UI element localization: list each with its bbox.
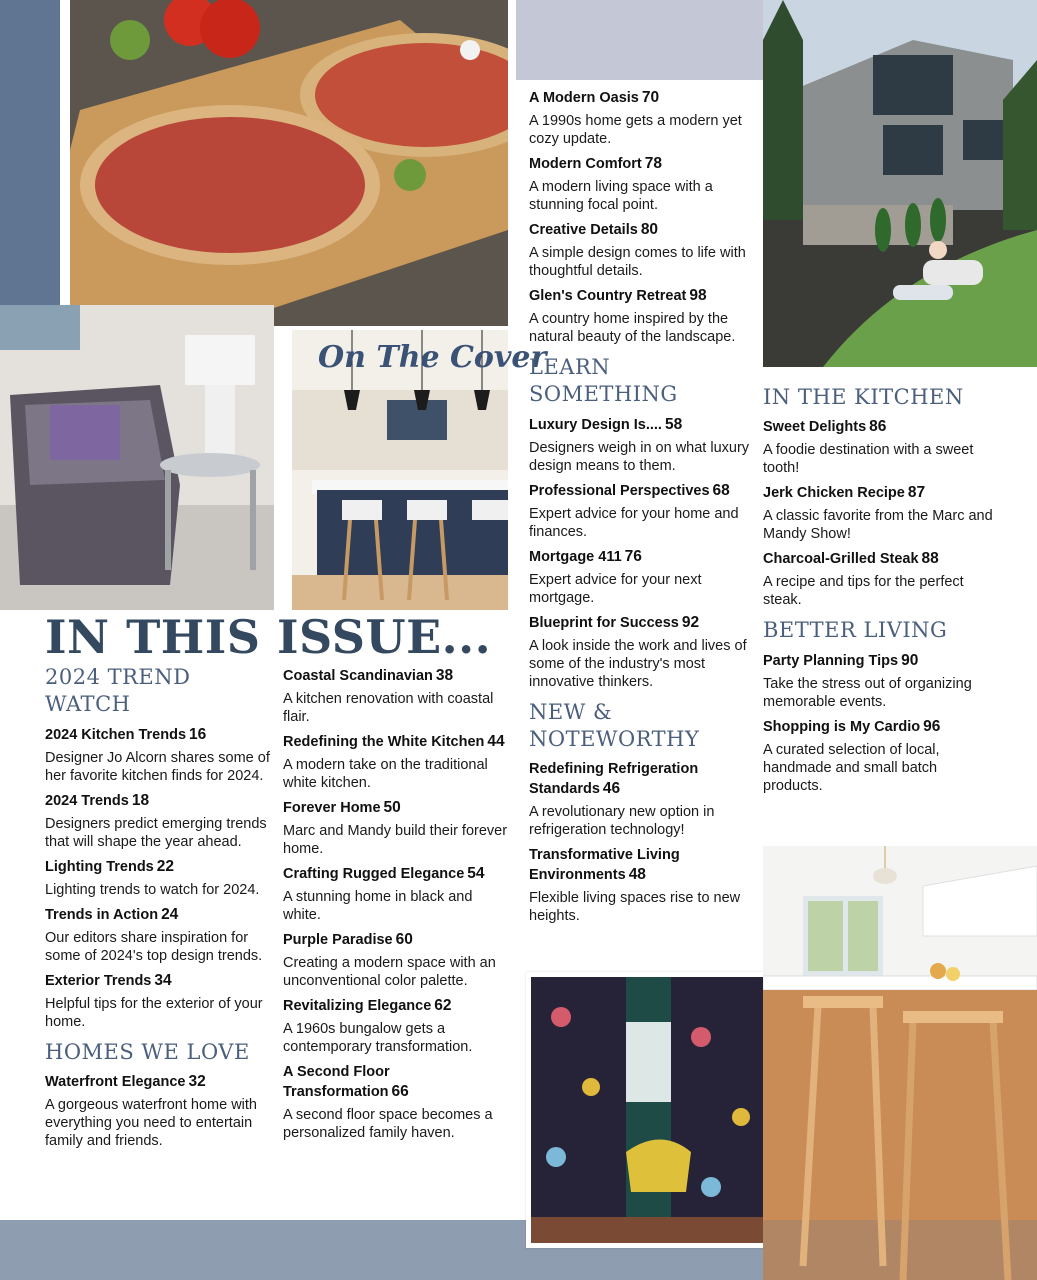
item-title: Revitalizing Elegance — [283, 998, 432, 1014]
item-desc: A modern living space with a stunning focal point. — [529, 179, 713, 213]
toc-column-2 — [283, 660, 511, 1142]
toc-section — [45, 1039, 273, 1150]
item-desc: A curated selection of local, handmade and small batch products. — [763, 741, 940, 794]
item-title: Transformative Living Environments — [529, 847, 680, 884]
item-page: 24 — [161, 905, 179, 923]
item-page: 96 — [923, 717, 941, 735]
toc-item[interactable] — [529, 613, 757, 691]
item-desc: Helpful tips for the exterior of your home. — [45, 995, 263, 1030]
toc-item[interactable] — [283, 930, 511, 990]
item-title: 2024 Trends — [45, 792, 129, 809]
item-title: A Modern Oasis — [529, 90, 639, 106]
item-title: Blueprint for Success — [529, 614, 679, 631]
item-page: 62 — [434, 997, 452, 1014]
item-desc: Expert advice for your home and finances. — [529, 505, 739, 540]
item-desc: Designers predict emerging trends that will shape the year ahead. — [45, 815, 267, 850]
section-heading: IN THE KITCHEN — [763, 385, 964, 409]
item-title: Forever Home — [283, 800, 381, 816]
toc-item[interactable] — [529, 845, 757, 925]
item-desc: Designer Jo Alcorn shares some of her favorite kitchen finds for 2024. — [45, 749, 270, 784]
item-page: 88 — [921, 550, 939, 568]
item-title: Glen's Country Retreat — [529, 288, 687, 304]
item-page: 48 — [628, 866, 646, 884]
toc-item[interactable] — [283, 996, 511, 1056]
item-page: 38 — [435, 667, 454, 684]
toc-section — [763, 617, 993, 794]
toc-item[interactable] — [529, 286, 757, 346]
toc-item[interactable] — [45, 1072, 273, 1150]
item-page: 92 — [681, 613, 700, 631]
item-desc: A look inside the work and lives of some of the industry's most innovative thinkers. — [529, 637, 747, 690]
item-desc: A kitchen renovation with coastal flair. — [283, 691, 494, 725]
item-page: 76 — [624, 547, 642, 565]
item-page: 90 — [901, 651, 919, 669]
item-desc: Creating a modern space with an unconventional color palette. — [283, 955, 496, 989]
item-desc: A simple design comes to life with thoughtful details. — [529, 245, 746, 279]
toc-item[interactable] — [763, 717, 993, 795]
item-desc: A gorgeous waterfront home with everything you need to entertain family and friends. — [45, 1096, 257, 1149]
item-page: 44 — [487, 733, 505, 750]
item-desc: A foodie destination with a sweet tooth! — [763, 442, 974, 477]
item-page: 16 — [189, 725, 207, 743]
item-desc: Marc and Mandy build their forever home. — [283, 823, 508, 857]
item-desc: A second floor space becomes a personalized family haven. — [283, 1107, 493, 1141]
toc-item[interactable] — [45, 857, 273, 899]
section-heading: 2024 TREND WATCH — [45, 665, 191, 717]
page-title: IN THIS ISSUE... — [45, 610, 492, 664]
item-title: Redefining Refrigeration Standards — [529, 761, 699, 798]
item-page: 86 — [869, 418, 887, 436]
item-title: Creative Details — [529, 222, 638, 238]
item-title: Trends in Action — [45, 906, 159, 923]
item-title: Purple Paradise — [283, 932, 393, 948]
item-desc: Take the stress out of organizing memorable events. — [763, 675, 972, 710]
item-page: 34 — [154, 971, 172, 989]
item-title: A Second Floor Transformation — [283, 1064, 390, 1100]
item-title: Redefining the White Kitchen — [283, 734, 485, 750]
toc-item[interactable] — [283, 798, 511, 858]
item-title: Waterfront Elegance — [45, 1073, 186, 1090]
item-page: 78 — [644, 155, 663, 172]
toc-item[interactable] — [529, 220, 757, 280]
toc-item[interactable] — [283, 864, 511, 924]
item-page: 54 — [467, 865, 485, 882]
item-page: 70 — [641, 89, 660, 106]
toc-item[interactable] — [529, 481, 757, 541]
toc-item[interactable] — [529, 415, 757, 475]
toc-column-3 — [529, 88, 757, 925]
section-heading: BETTER LIVING — [763, 618, 948, 643]
accent-block-top — [516, 0, 763, 80]
item-page: 58 — [664, 415, 683, 433]
item-title: Crafting Rugged Elegance — [283, 866, 465, 882]
toc-item[interactable] — [45, 905, 273, 965]
item-title: Shopping is My Cardio — [763, 718, 921, 735]
item-desc: Flexible living spaces rise to new heights. — [529, 890, 741, 925]
item-page: 22 — [156, 857, 174, 875]
armchair-photo — [0, 305, 274, 610]
toc-item[interactable] — [763, 651, 993, 711]
item-desc: A 1960s bungalow gets a contemporary transformation. — [283, 1021, 473, 1055]
toc-item[interactable] — [763, 417, 993, 477]
toc-item[interactable] — [45, 791, 273, 851]
toc-item[interactable] — [763, 483, 993, 543]
item-title: Professional Perspectives — [529, 482, 710, 499]
item-page: 18 — [131, 791, 150, 809]
item-page: 68 — [712, 481, 730, 499]
item-title: Lighting Trends — [45, 858, 154, 875]
item-title: Modern Comfort — [529, 156, 642, 172]
toc-item[interactable] — [283, 666, 511, 726]
toc-column-4 — [763, 384, 993, 795]
item-page: 66 — [391, 1083, 409, 1100]
item-title: Luxury Design Is.... — [529, 416, 662, 433]
item-desc: Designers weigh in on what luxury design means to them. — [529, 439, 750, 474]
toc-item[interactable] — [529, 759, 757, 839]
bright-kitchen-photo — [763, 846, 1037, 1280]
toc-column-1 — [45, 664, 273, 1150]
toc-section — [45, 664, 273, 1031]
item-page: 60 — [395, 931, 413, 948]
item-desc: A stunning home in black and white. — [283, 889, 473, 923]
item-desc: A country home inspired by the natural beauty of the landscape. — [529, 311, 736, 345]
toc-item[interactable] — [45, 971, 273, 1031]
on-the-cover-label: On The Cover — [318, 340, 547, 375]
item-title: Sweet Delights — [763, 419, 867, 436]
item-title: Charcoal-Grilled Steak — [763, 551, 919, 568]
toc-item[interactable] — [529, 154, 757, 214]
item-title: 2024 Kitchen Trends — [45, 726, 187, 743]
toc-item[interactable] — [283, 732, 511, 792]
item-page: 98 — [689, 287, 707, 304]
item-title: Coastal Scandinavian — [283, 668, 433, 684]
toc-item[interactable] — [529, 547, 757, 607]
item-desc: A 1990s home gets a modern yet cozy update. — [529, 113, 742, 147]
item-title: Jerk Chicken Recipe — [763, 485, 905, 502]
toc-item[interactable] — [45, 725, 273, 785]
item-page: 32 — [188, 1072, 206, 1090]
section-heading: NEW & NOTEWORTHY — [529, 699, 700, 751]
item-title: Exterior Trends — [45, 972, 152, 989]
item-desc: A modern take on the traditional white kitchen. — [283, 757, 488, 791]
item-page: 50 — [383, 799, 401, 816]
item-title: Mortgage 411 — [529, 548, 622, 565]
item-page: 80 — [640, 221, 659, 238]
item-desc: A classic favorite from the Marc and Mandy Show! — [763, 508, 993, 543]
item-desc: Our editors share inspiration for some of 2024's top design trends. — [45, 929, 263, 964]
toc-item[interactable] — [283, 1062, 511, 1142]
item-page: 87 — [907, 484, 926, 502]
toc-section — [529, 354, 757, 691]
section-heading: HOMES WE LOVE — [45, 1039, 250, 1064]
pizza-photo — [70, 0, 508, 326]
item-desc: Lighting trends to watch for 2024. — [45, 881, 260, 898]
house-exterior-photo — [763, 0, 1037, 367]
item-title: Party Planning Tips — [763, 652, 899, 669]
toc-item[interactable] — [763, 549, 993, 609]
toc-section — [529, 699, 757, 926]
section-heading: LEARN SOMETHING — [529, 355, 678, 407]
item-page: 46 — [602, 780, 621, 798]
item-desc: Expert advice for your next mortgage. — [529, 571, 702, 606]
toc-section — [763, 384, 993, 609]
toc-item[interactable] — [529, 88, 757, 148]
item-desc: A revolutionary new option in refrigeration technology! — [529, 804, 715, 839]
item-desc: A recipe and tips for the perfect steak. — [763, 574, 964, 609]
